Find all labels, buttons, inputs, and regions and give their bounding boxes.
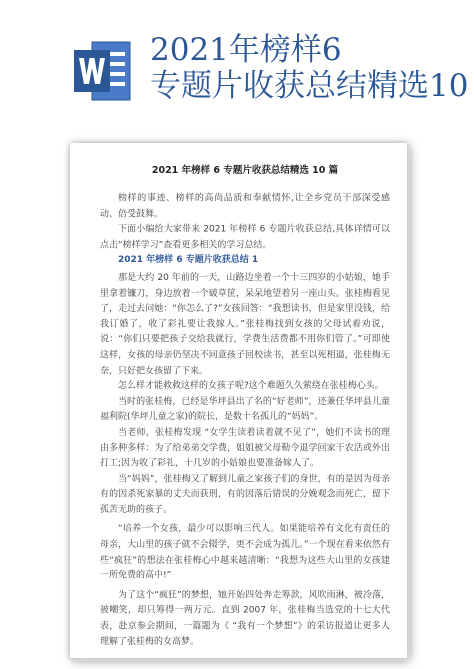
intro-paragraph: 下面小编给大家带来 2021 年榜样 6 专题片收获总结,具体详情可以点击“榜样学习”查看更多相关的学习总结。 xyxy=(100,224,390,251)
body-paragraph: 当老师，张桂梅发现 “女学生读着读着就不见了”，她们不读书的理由多种多样：为了给弟弟交学费，姐姐被父母勒令退学回家干农活或外出打工;因为收了彩礼，十几岁的小姑娘也要准备嫁人了。 xyxy=(100,427,390,469)
banner xyxy=(0,0,474,150)
document-body xyxy=(100,164,390,650)
word-document-icon xyxy=(72,40,132,102)
intro-paragraph: 榜样的事迹、榜样的高尚品质和奉献情怀,让全乡党员干部深受感动、倍受鼓舞。 xyxy=(100,193,390,220)
banner-title xyxy=(150,32,468,104)
section-subtitle: 2021 年榜样 6 专题片收获总结 1 xyxy=(118,255,259,266)
body-paragraph: “培养一个女孩，最少可以影响三代人。如果能培养有文化有责任的母亲，大山里的孩子就不会辍学，更不会成为孤儿。”一个现在看来依然有些“疯狂”的想法在张桂梅心中越来越清晰：“我想为这些大山里的女孩建一所免费的高中!” xyxy=(100,524,390,581)
body-paragraph: 那是大约 20 年前的一天，山路边坐着一个十三四岁的小姑娘，她手里拿着镰刀，身边放着一个破草筐，呆呆地望着另一座山头。张桂梅看见了，走过去问她：“你怎么了?”女孩回答：“我想读书，但是家里没钱，给我订婚了，收了彩礼要让我嫁人。”张桂梅找到女孩的父母试着劝说，说：“你们只要把孩子交给我就行，学费生活费都不用你们管了。”可即使这样，女孩的母亲仍坚决不同意孩子回校读书，甚至以死相逼，张桂梅无奈，只好把女孩留了下来。 xyxy=(100,273,390,376)
body-paragraph: 当时的张桂梅，已经是华坪县出了名的“好老师”，还兼任华坪县儿童福利院(华坪儿童之家)的院长，是数十名孤儿的“妈妈”。 xyxy=(100,396,390,423)
body-paragraph: 怎么样才能救救这样的女孩子呢?这个难题久久萦绕在张桂梅心头。 xyxy=(118,381,384,392)
banner-title-line2: 专题片收获总结精选10 xyxy=(150,68,469,104)
banner-title-line1: 2021年榜样6 xyxy=(150,32,342,68)
body-paragraph: 当“妈妈”，张桂梅又了解到儿童之家孩子们的身世，有的是因为母亲有的因杀死家暴的丈夫而获刑，有的因落后错误的分娩观念而死亡，留下孤苦无助的孩子。 xyxy=(100,474,390,516)
document-title: 2021 年榜样 6 专题片收获总结精选 10 篇 xyxy=(151,164,339,176)
body-paragraph: 为了这个“疯狂”的梦想，她开始四处奔走筹款，风吹雨淋，被冷落，被嘲笑，却只筹得一两万元。直到 2007 年，张桂梅当选党的十七大代表，赴京参会期间，一篇题为《 “我有一个梦想”》的采访报道让更多人理解了张桂梅的女高梦。 xyxy=(100,590,390,647)
